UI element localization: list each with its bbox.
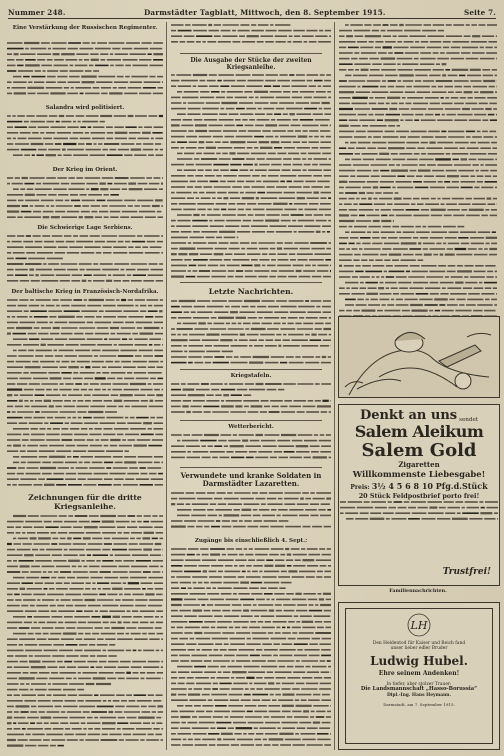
article-heading: Der Krieg im Orient. [52,167,118,174]
text-lines [338,22,498,322]
monogram: LH [410,619,428,632]
obituary-notice [338,602,500,750]
article-heading: Die Schwierige Lage Serbiens. [37,224,133,231]
divider [180,369,322,370]
text-lines [170,72,332,278]
obituary-line: Dipl.-Ing. Hans Heymann. [386,692,452,698]
newspaper-title: Darmstädter Tagblatt, Mittwoch, den 8. September 1915. [143,7,386,17]
masthead [8,6,496,19]
issue-number: Nummer 248. [8,7,66,17]
obituary-line: In tiefer, aber stolzer Trauer: [386,681,452,687]
brand-salem-gold: Salem Gold [361,440,477,461]
salem-cigarette-ad [338,404,500,586]
honor-line: Ehre seinem Andenken! [378,669,460,677]
price-label: Preis: [350,484,370,491]
price-list: 3½ 4 5 6 8 10 Pfg.d.Stück [371,481,488,491]
text-lines [170,298,332,364]
monogram-icon [407,613,431,637]
obituary-line: Den Heldentod für Kaiser und Reich fand [372,641,466,646]
text-lines [170,432,332,462]
divider [180,420,322,421]
ad-headline-suffix: sendet [459,417,479,423]
text-lines [6,175,164,219]
text-lines [170,381,332,415]
column-right [338,22,498,334]
obituary-line: unser lieber edler Bruder [390,646,448,652]
article-heading: Letzte Nachrichten. [208,287,294,297]
section-heading: Familiennachrichten. [389,588,447,594]
text-lines [170,490,332,532]
body-text [6,33,164,39]
column-left [6,22,164,750]
page-number: Seite 7. [463,7,496,17]
text-lines [6,233,164,283]
text-lines [6,513,164,750]
divider [180,467,322,468]
obituary-date: Darmstadt, am 7. September 1915. [383,702,455,708]
brand-salem-aleikum: Salem Aleikum [354,422,484,441]
article-heading: Salandra wird politisiert. [45,105,125,112]
text-lines [6,113,164,161]
obituary-line: Die Landsmannschaft „Hasso-Borussia“ [360,686,478,693]
product-name: Zigaretten [398,460,440,469]
text-lines [170,22,332,48]
divider [180,282,322,283]
divider [180,53,322,54]
obituary-frame [345,608,493,744]
ad-fine-print [339,499,499,523]
article-heading: Zugänge bis einschließlich 4. Sept.: [194,538,308,545]
article-heading: Verwundete und kranke Soldaten in Darmstädter Lazaretten. [180,470,322,488]
article-heading: Eine Verstärkung der Russischen Regimenter. [12,25,158,31]
article-heading: Kriegstafeln. [230,373,272,380]
text-lines [6,297,164,487]
text-lines [170,546,332,746]
article-heading: Der baltische Krieg in Französisch-Nordafrika. [11,288,159,295]
note-feldpost: 20 Stück Feldpostbrief porto frei! [358,492,480,500]
ad-slogan: Willkommenste Liebesgabe! [352,469,486,479]
article-heading: Zeichnungen für die dritte Kriegsanleihe. [28,493,142,512]
soldier-illustration-icon [339,317,499,397]
column-rule [334,22,335,750]
article-heading: Wetterbericht. [228,423,274,430]
ad-headline: Denkt an uns [359,408,458,423]
column-middle [170,22,332,750]
trustfrei-badge: Trustfrei! [442,567,491,577]
text-lines [6,40,164,100]
column-rule [166,22,167,750]
deceased-name: Ludwig Hubel. [370,653,468,668]
illustration-ad [338,316,500,398]
article-heading: Die Ausgabe der Stücke der zweiten Kriegsanleihe. [190,56,312,71]
